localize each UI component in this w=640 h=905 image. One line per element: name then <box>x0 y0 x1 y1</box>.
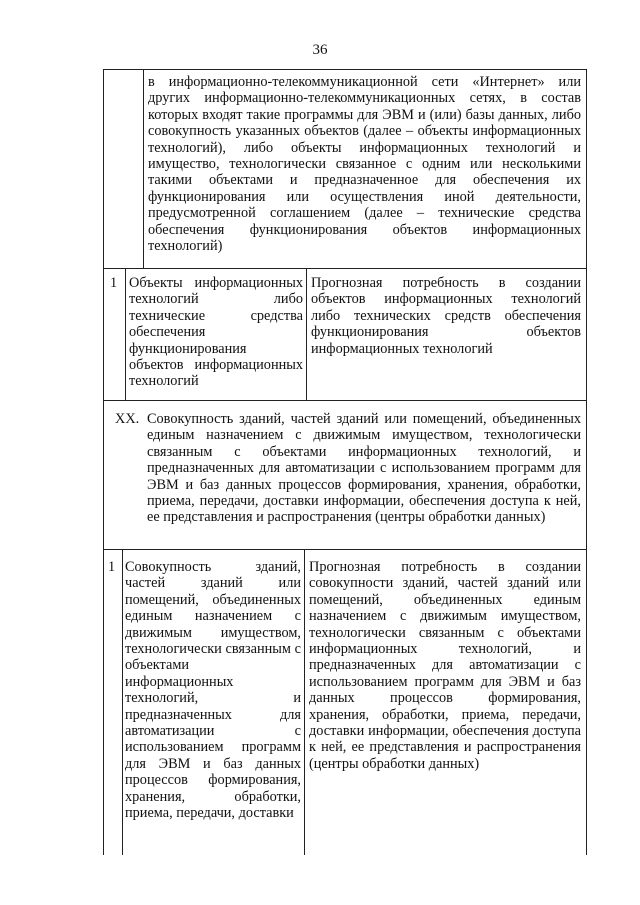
row-divider <box>103 549 587 550</box>
row1-object: Объекты информационных технологий либо технические средства обеспечения функционирования объектов информационных технологий <box>129 275 303 390</box>
column-divider <box>306 268 307 400</box>
row-divider <box>103 268 587 269</box>
table-border-left <box>103 69 104 855</box>
row1-need: Прогнозная потребность в создании объектов информационных технологий либо технических средств обеспечения функционирования объектов информационных технологий <box>311 275 581 357</box>
row2-number: 1 <box>108 559 116 575</box>
table-border-right <box>586 69 587 855</box>
intro-text: в информационно-телекоммуникационной сети «Интернет» или других информационно-телекоммуникационных сетях, в состав которых входят такие программы для ЭВМ и (или) базы данных, либо совокупность указанных объектов (далее – объекты информационных технологий), либо объекты информационных технологий и имущество, технологически связанное с одним или несколькими такими объектами и предназначенное для обеспечения их функционирования или осуществления иной деятельности, предусмотренной соглашением (далее – технические средства обеспечения функционирования объектов информационных технологий) <box>148 74 581 255</box>
column-divider <box>125 268 126 400</box>
column-divider <box>122 549 123 855</box>
page-number: 36 <box>312 42 328 58</box>
section-code: XX. <box>115 411 140 427</box>
table-border-top <box>103 69 587 70</box>
section-title: Совокупность зданий, частей зданий или помещений, объединенных единым назначением с движимым имуществом, технологически связанным с объектами информационных технологий, и предназначенных для автоматизации с использованием программ для ЭВМ и баз данных процессов формирования, хранения, обработки, приема, передачи, доставки информации, обеспечения доступа к ней, ее представления и распространения (центры обработки данных) <box>147 411 581 526</box>
column-divider <box>304 549 305 855</box>
document-table <box>103 69 587 855</box>
row2-need: Прогнозная потребность в создании совокупности зданий, частей зданий или помещений, объединенных единым назначением с движимым имуществом, технологически связанным с объектами информационных технологий, и предназначенных для автоматизации с использованием программ для ЭВМ и баз данных процессов формирования, хранения, обработки, приема, передачи, доставки информации, обеспечения доступа к ней, ее представления и распространения (центры обработки данных) <box>309 559 581 772</box>
row-divider <box>103 400 587 401</box>
column-divider <box>143 69 144 268</box>
row1-number: 1 <box>110 275 118 291</box>
row2-object: Совокупность зданий, частей зданий или помещений, объединенных единым назначением с движимым имуществом, технологически связанным с объектами информационных технологий, и предназначенных для автоматизации с использованием программ для ЭВМ и баз данных процессов формирования, хранения, обработки, приема, передачи, доставки <box>125 559 301 822</box>
